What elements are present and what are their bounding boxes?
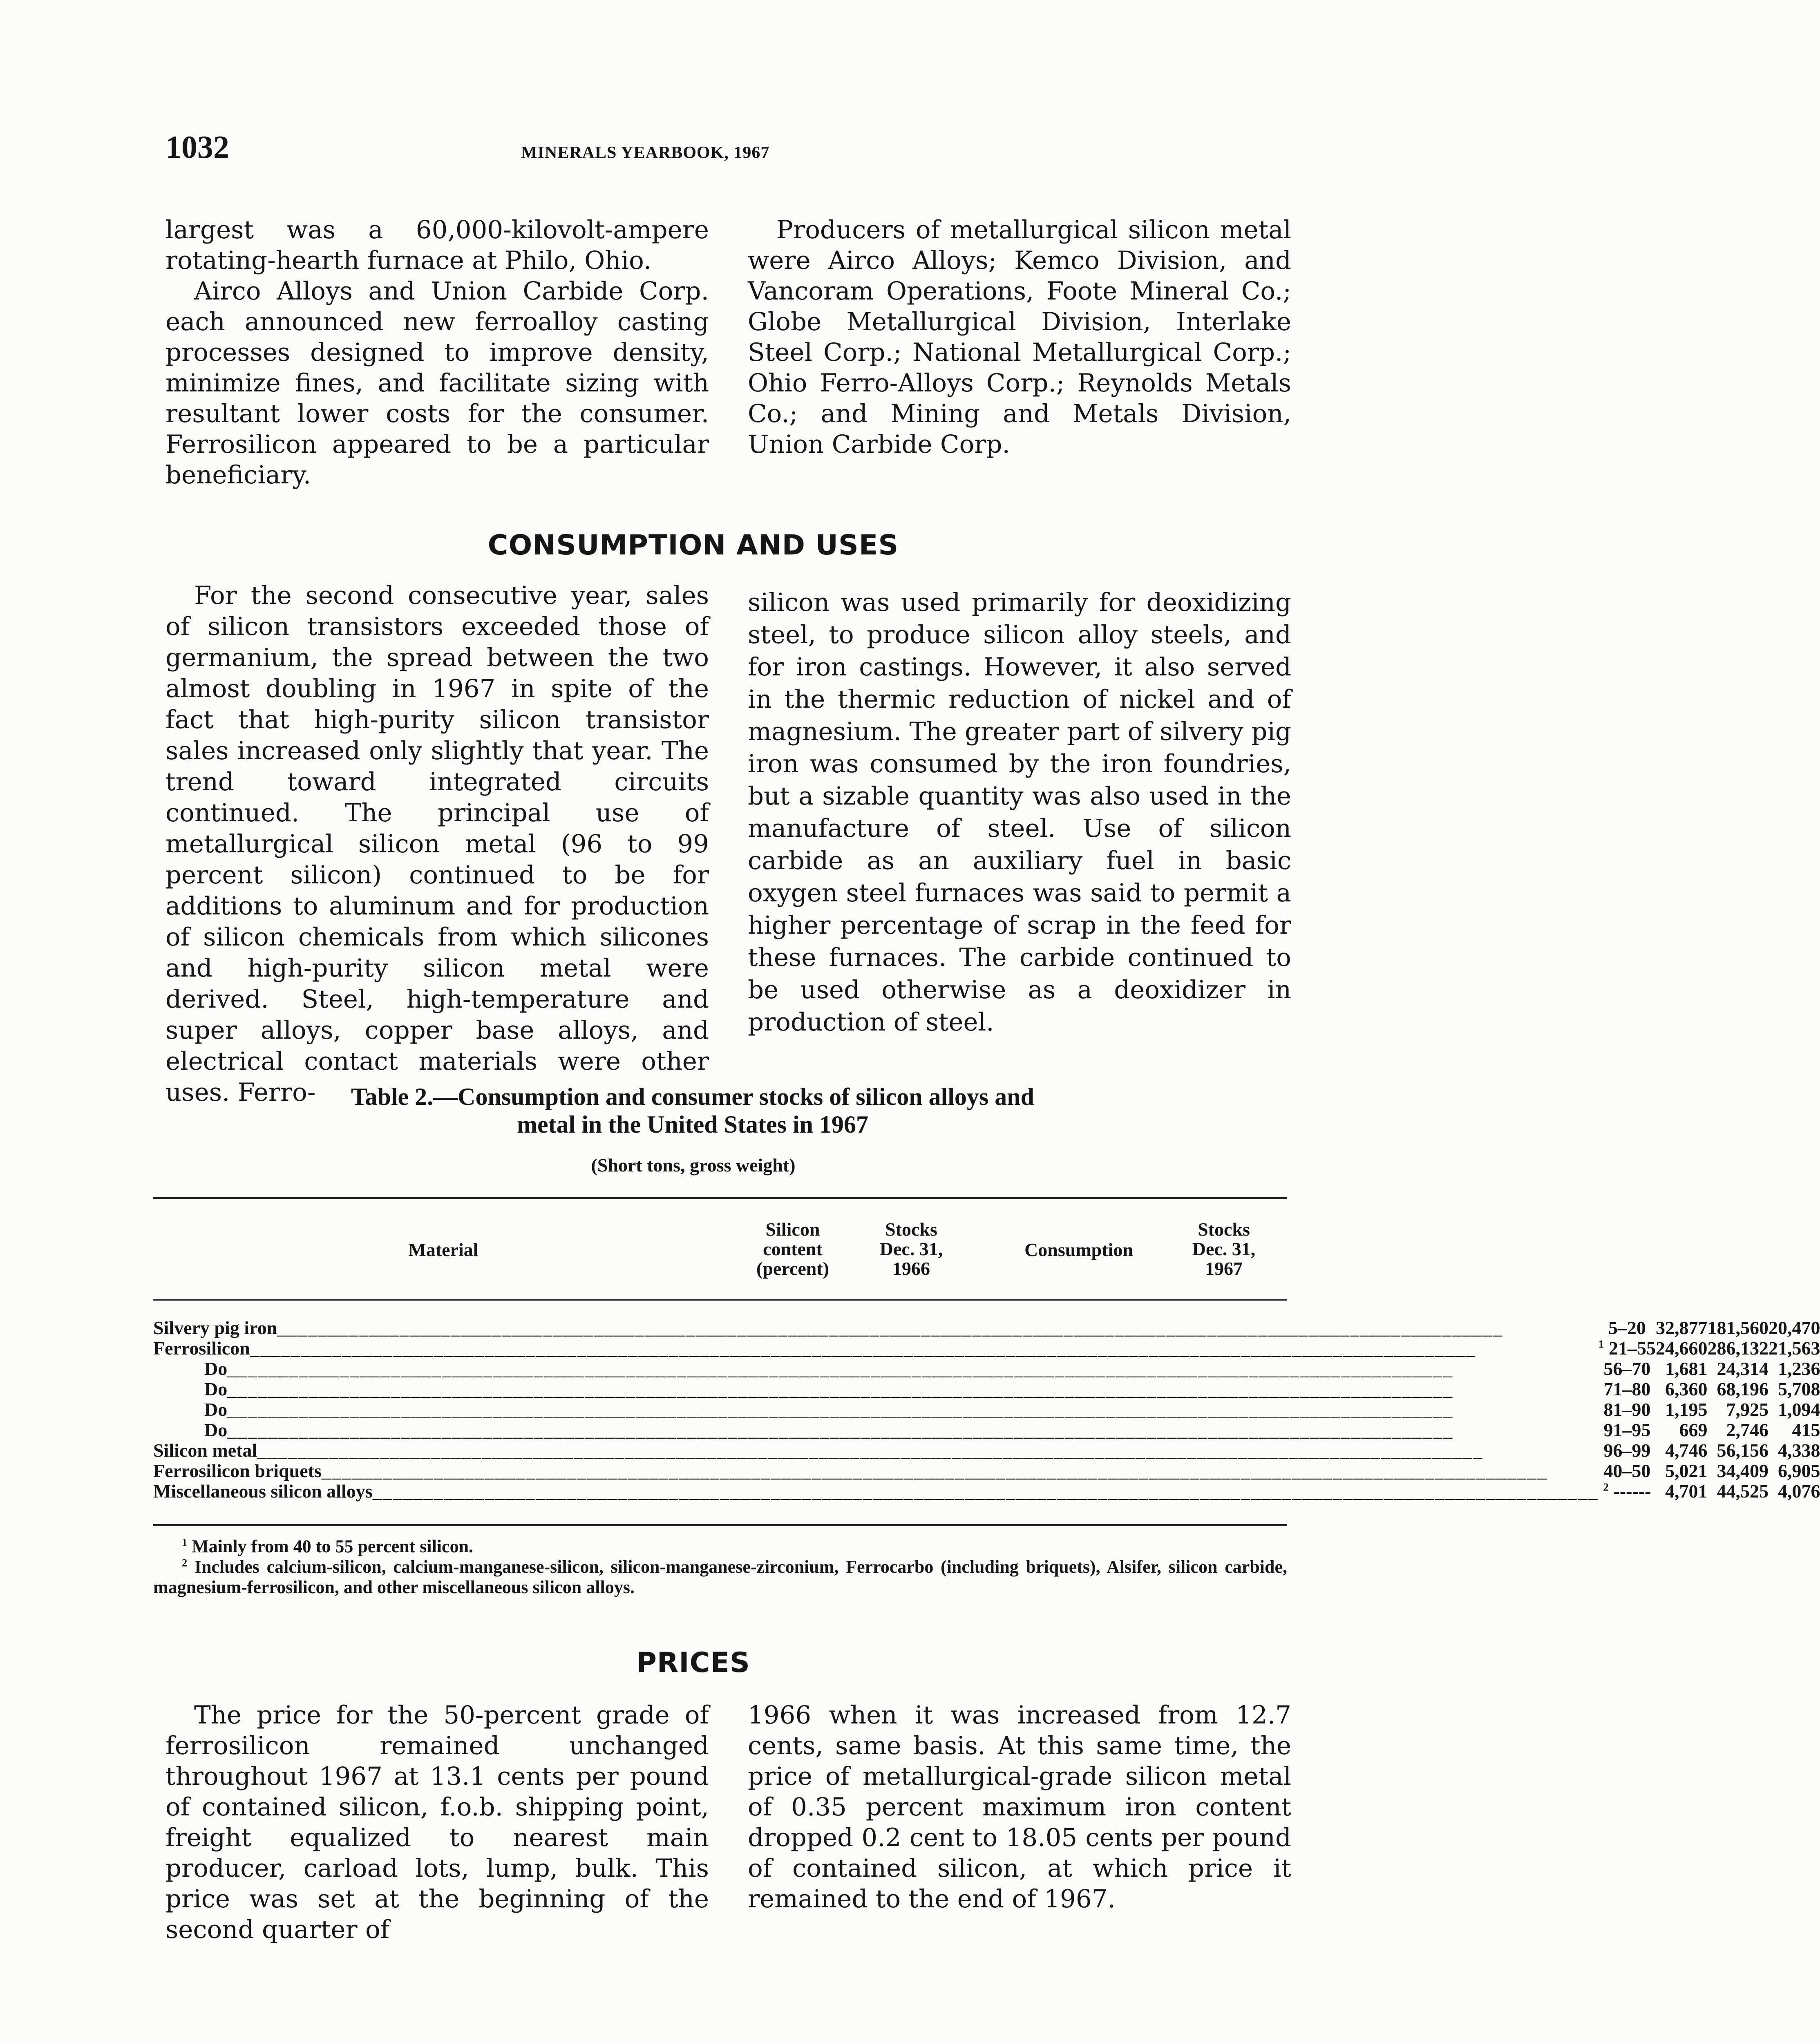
cell-material: Do________________________________________________________________________________________________________________________	[204, 1399, 1453, 1420]
cell-stocks-1966: 32,877	[1655, 1317, 1708, 1338]
table-top-rule	[153, 1197, 1287, 1199]
cell-silicon-content: 96–99	[1603, 1440, 1651, 1461]
intro-right-column	[748, 215, 1291, 460]
cell-silicon-content: 5–20	[1608, 1317, 1646, 1338]
cell-consumption: 44,525	[1717, 1481, 1769, 1502]
running-title: MINERALS YEARBOOK, 1967	[521, 143, 770, 162]
prices-left-paragraph: The price for the 50-percent grade of ferrosilicon remained unchanged throughout 1967 at 13.1 cents per pound of contained silicon, f.o.b. shipping point, freight equalized to nearest main producer, carload lots, lump, bulk. This price was set at the beginning of the second quarter of	[165, 1701, 709, 1944]
consumption-right-paragraph: silicon was used primarily for deoxidizing steel, to produce silicon alloy steels, and for iron castings. However, it also served in the thermic reduction of nickel and of magnesium. The greater part of silvery pig iron was consumed by the iron foundries, but a sizable quantity was also used in the manufacture of steel. Use of silicon carbide as an auxiliary fuel in basic oxygen steel furnaces was said to permit a higher percentage of scrap in the feed for these furnaces. The carbide continued to be used otherwise as a deoxidizer in production of steel.	[748, 588, 1291, 1037]
footnote-1: $^1$ Mainly from 40 to 55 percent silicon.	[182, 1536, 474, 1556]
table-title-line-2: metal in the United States in 1967	[517, 1111, 868, 1138]
prices-left-column	[165, 1700, 709, 1945]
cell-consumption: 56,156	[1717, 1440, 1769, 1461]
table-title-line-1: Table 2.—Consumption and consumer stocks of silicon alloys and	[351, 1083, 1035, 1110]
consumption-right-column	[748, 586, 1291, 1038]
cell-stocks-1966: 669	[1679, 1419, 1708, 1440]
cell-silicon-content: 56–70	[1603, 1358, 1651, 1379]
cell-silicon-content: $^1$ 21–55	[1598, 1337, 1656, 1359]
cell-stocks-1966: 6,360	[1665, 1379, 1708, 1399]
cell-consumption: 24,314	[1717, 1358, 1769, 1379]
cell-stocks-1967: 5,708	[1778, 1379, 1820, 1399]
cell-consumption: 181,560	[1707, 1317, 1769, 1338]
consumption-left-paragraph: For the second consecutive year, sales of silicon transistors exceeded those of germanium, the spread between the two almost doubling in 1967 in spite of the fact that high-purity silicon transistor sales increased only slightly that year. The trend toward integrated circuits continued. The principal use of metallurgical silicon metal (96 to 99 percent silicon) continued to be for additions to aluminum and for production of silicon chemicals from which silicones and high-purity silicon metal were derived. Steel, high-temperature and super alloys, copper base alloys, and electrical contact materials were other uses. Ferro-	[165, 581, 709, 1107]
cell-stocks-1966: 4,746	[1665, 1440, 1708, 1461]
table-row	[153, 1399, 1820, 1420]
cell-silicon-content: 71–80	[1603, 1379, 1651, 1399]
prices-heading: PRICES	[636, 1647, 750, 1679]
cell-stocks-1966: 1,681	[1665, 1358, 1708, 1379]
consumption-heading: CONSUMPTION AND USES	[487, 529, 899, 561]
header-consumption: Consumption	[1024, 1239, 1133, 1260]
cell-silicon-content: $^2$ ------	[1603, 1480, 1651, 1502]
intro-right-paragraph: Producers of metallurgical silicon metal were Airco Alloys; Kemco Division, and Vancoram Operations, Foote Mineral Co.; Globe Metallurgical Division, Interlake Steel Corp.; National Metallurgical Corp.; Ohio Ferro-Alloys Corp.; Reynolds Metals Co.; and Mining and Metals Division, Union Carbide Corp.	[748, 215, 1291, 459]
consumption-left-column	[165, 580, 709, 1108]
table-row	[153, 1359, 1820, 1379]
cell-stocks-1967: 1,236	[1778, 1358, 1820, 1379]
table-row	[153, 1338, 1820, 1359]
header-material: Material	[408, 1239, 478, 1260]
cell-stocks-1967: 415	[1792, 1419, 1820, 1440]
cell-silicon-content: 91–95	[1603, 1419, 1651, 1440]
cell-stocks-1967: 20,470	[1768, 1317, 1820, 1338]
cell-material: Ferrosilicon briquets________________________________________________________________________________________________________________________	[153, 1460, 1547, 1481]
cell-stocks-1967: 21,563	[1768, 1338, 1820, 1359]
cell-stocks-1967: 4,076	[1778, 1481, 1820, 1502]
cell-material: Silvery pig iron________________________________________________________________________________________________________________________	[153, 1317, 1503, 1338]
cell-stocks-1966: 4,701	[1665, 1481, 1708, 1502]
header-stocks-1967: Stocks Dec. 31, 1967	[1192, 1219, 1256, 1279]
cell-consumption: 34,409	[1717, 1460, 1769, 1481]
cell-material: Do________________________________________________________________________________________________________________________	[204, 1379, 1453, 1399]
cell-material: Do________________________________________________________________________________________________________________________	[204, 1358, 1453, 1379]
cell-stocks-1966: 24,660	[1655, 1338, 1708, 1359]
cell-silicon-content: 40–50	[1603, 1460, 1651, 1481]
table-row	[153, 1420, 1820, 1440]
intro-left-column	[165, 215, 709, 490]
table-header-rule	[153, 1299, 1287, 1301]
cell-consumption: 2,746	[1726, 1419, 1769, 1440]
table-bottom-rule	[153, 1524, 1287, 1526]
cell-consumption: 7,925	[1726, 1399, 1769, 1420]
table-row	[153, 1461, 1820, 1481]
table-row	[153, 1481, 1820, 1502]
prices-right-paragraph: 1966 when it was increased from 12.7 cents, same basis. At this same time, the price of metallurgical-grade silicon metal of 0.35 percent maximum iron content dropped 0.2 cent to 18.05 cents per pound of contained silicon, at which price it remained to the end of 1967.	[748, 1701, 1291, 1913]
cell-material: Do________________________________________________________________________________________________________________________	[204, 1419, 1453, 1440]
consumption-table	[153, 1318, 1820, 1502]
prices-right-column	[748, 1700, 1291, 1914]
page-number: 1032	[165, 129, 229, 165]
cell-material: Miscellaneous silicon alloys________________________________________________________________________________________________________________________	[153, 1481, 1599, 1502]
intro-left-paragraph-2: Airco Alloys and Union Carbide Corp. each announced new ferroalloy casting processes designed to improve density, minimize fines, and facilitate sizing with resultant lower costs for the consumer. Ferrosilicon appeared to be a particular beneficiary.	[165, 277, 709, 490]
cell-material: Ferrosilicon________________________________________________________________________________________________________________________	[153, 1338, 1476, 1359]
table-footnotes	[153, 1536, 1287, 1598]
footnote-2: $^2$ Includes calcium-silicon, calcium-manganese-silicon, silicon-manganese-zirconium, Ferrocarbo (including briquets), Alsifer, silicon carbide, magnesium-ferrosilicon, and other miscellaneous silicon alloys.	[153, 1556, 1287, 1597]
table-row	[153, 1318, 1820, 1338]
cell-consumption: 286,132	[1707, 1338, 1769, 1359]
header-stocks-1966: Stocks Dec. 31, 1966	[879, 1219, 943, 1279]
intro-left-paragraph-1: largest was a 60,000-kilovolt-ampere rotating-hearth furnace at Philo, Ohio.	[165, 215, 709, 275]
table-title	[229, 1083, 1156, 1138]
table-units: (Short tons, gross weight)	[591, 1155, 796, 1176]
table-row	[153, 1379, 1820, 1399]
cell-material: Silicon metal________________________________________________________________________________________________________________________	[153, 1440, 1483, 1461]
cell-stocks-1967: 1,094	[1778, 1399, 1820, 1420]
cell-stocks-1967: 6,905	[1778, 1460, 1820, 1481]
cell-stocks-1966: 5,021	[1665, 1460, 1708, 1481]
cell-silicon-content: 81–90	[1603, 1399, 1651, 1420]
header-silicon-content: Silicon content (percent)	[756, 1219, 829, 1279]
table-row	[153, 1440, 1820, 1461]
cell-stocks-1966: 1,195	[1665, 1399, 1708, 1420]
cell-stocks-1967: 4,338	[1778, 1440, 1820, 1461]
cell-consumption: 68,196	[1717, 1379, 1769, 1399]
